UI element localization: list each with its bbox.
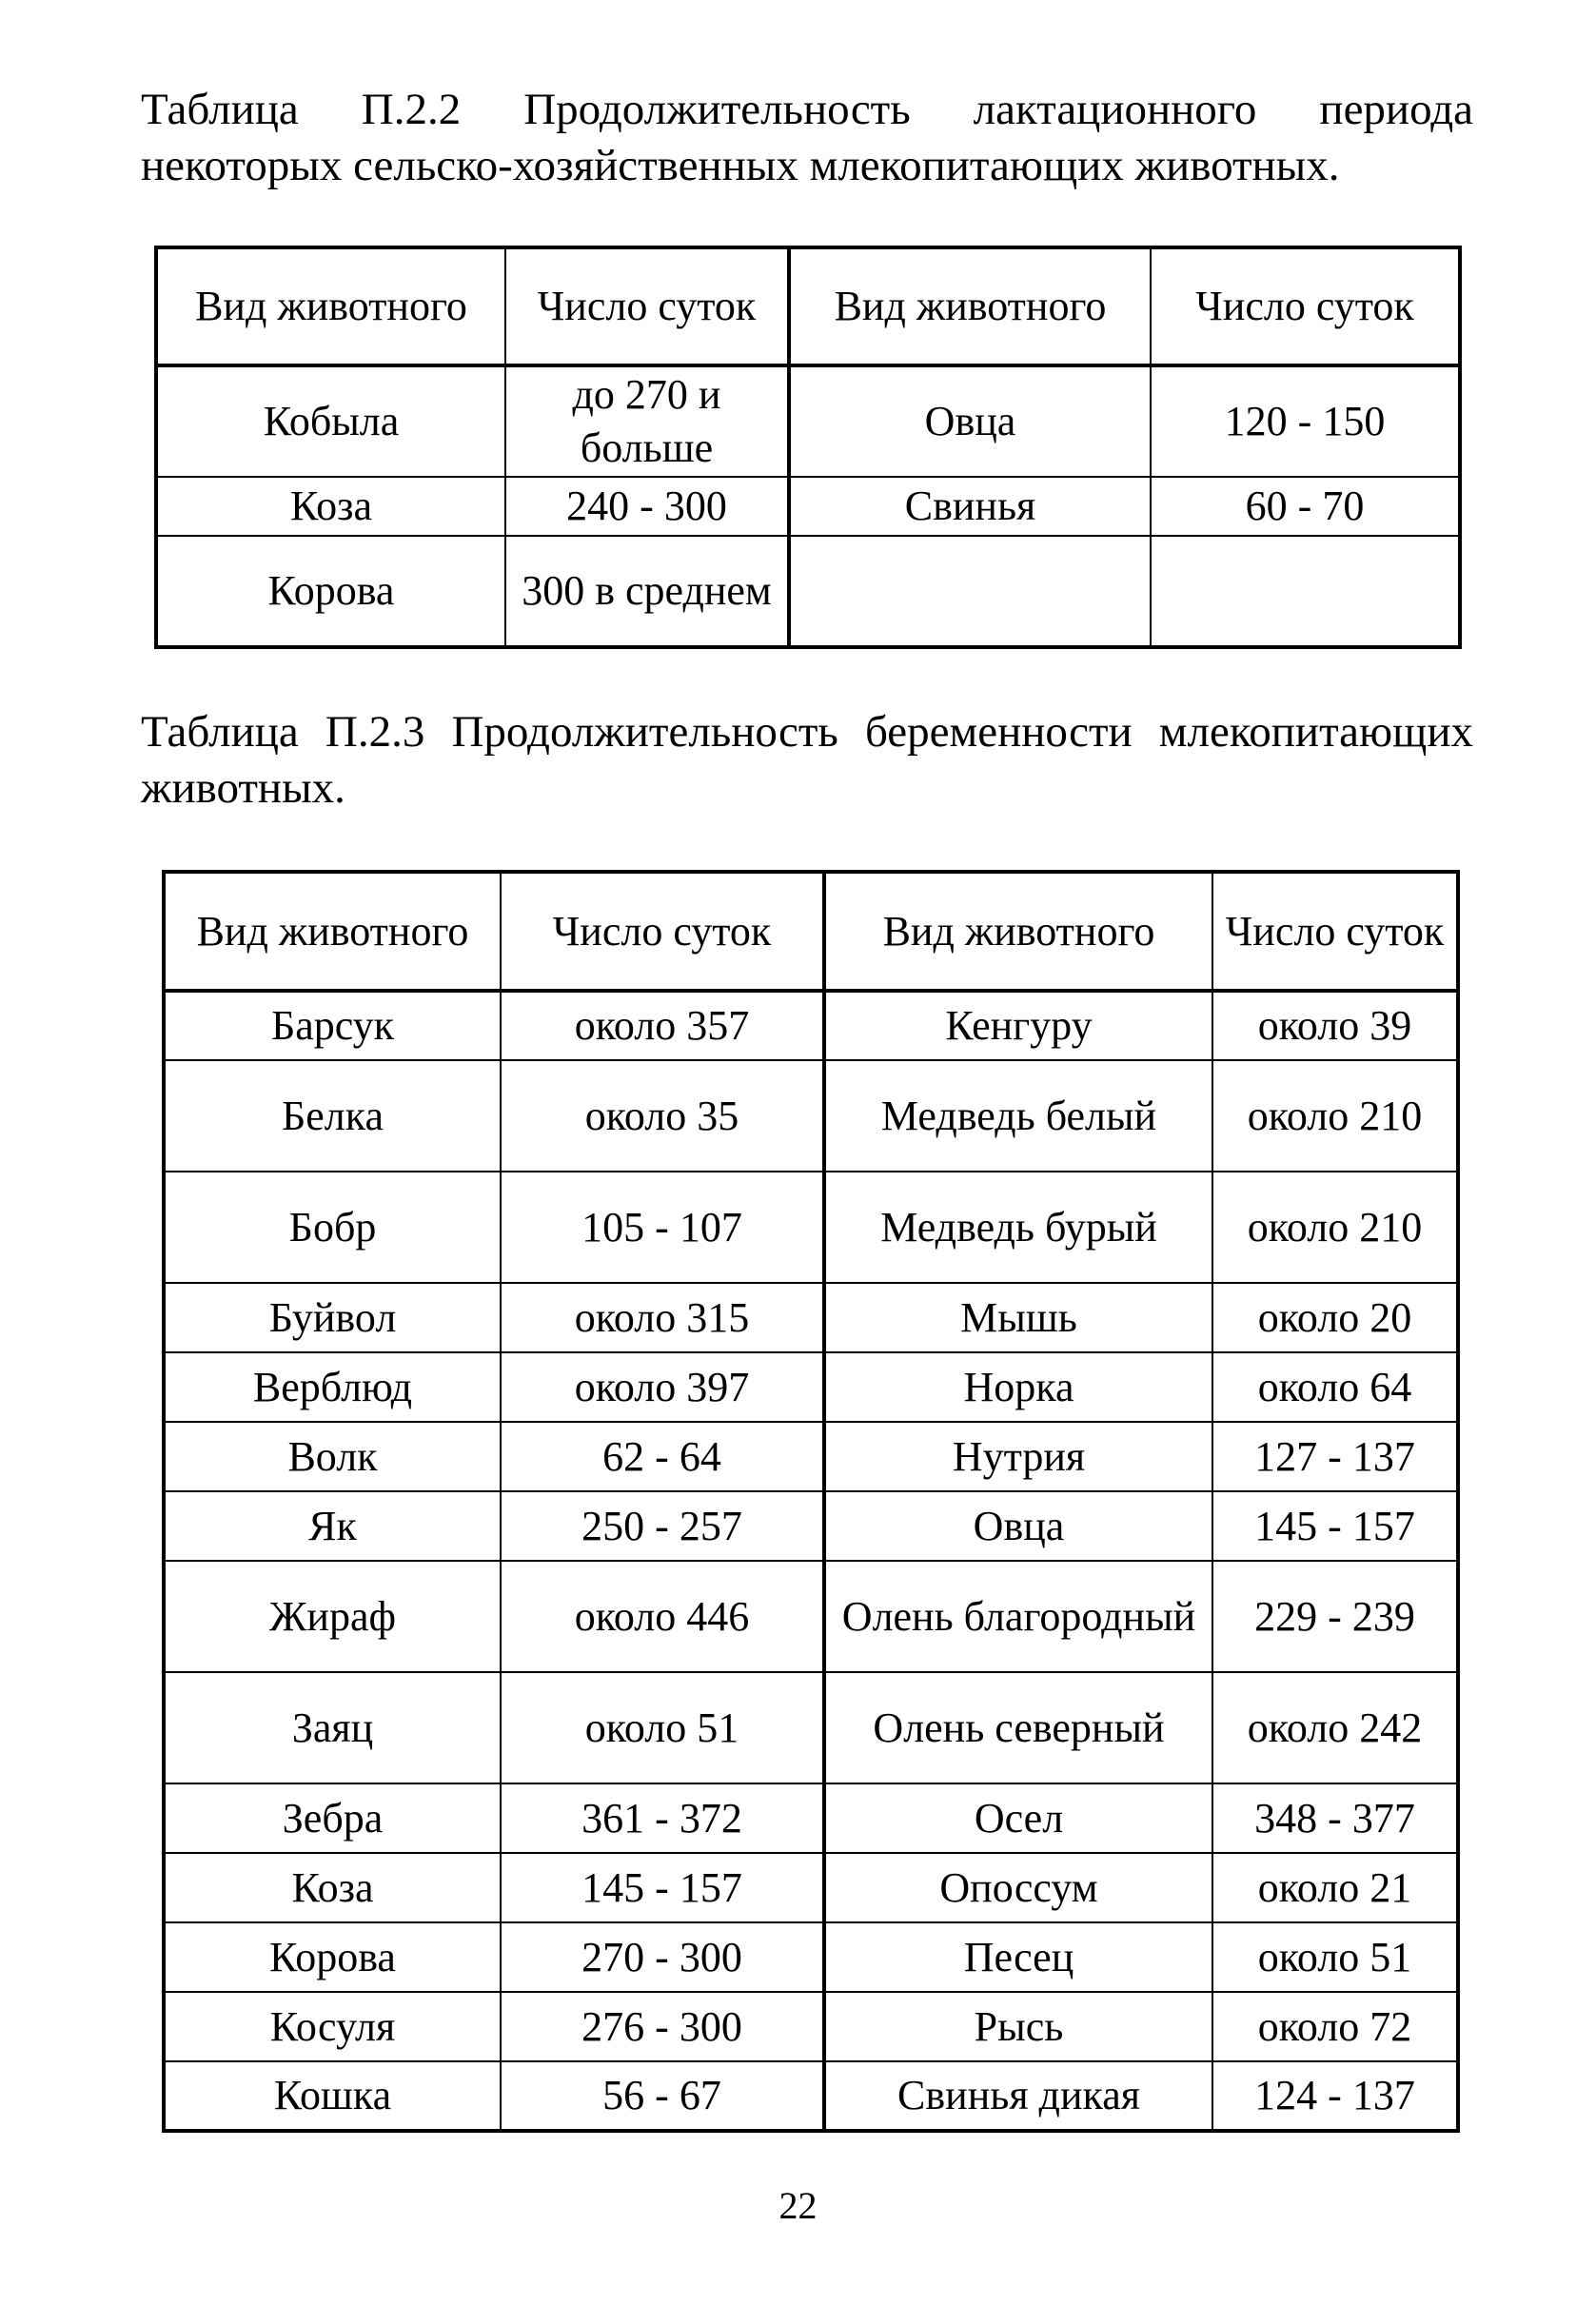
table-cell: 348 - 377 (1212, 1783, 1458, 1853)
table-cell: 270 - 300 (501, 1922, 824, 1992)
table-cell: 361 - 372 (501, 1783, 824, 1853)
table2-caption: Таблица П.2.3 Продолжительность беременности млекопитающих животных. (141, 707, 1473, 813)
pregnancy-table (162, 870, 1460, 2133)
page-number: 22 (778, 2184, 818, 2227)
table-cell: 56 - 67 (501, 2061, 824, 2131)
table-cell: 62 - 64 (501, 1422, 824, 1491)
table-cell: Коза (156, 477, 505, 536)
table-row (164, 1172, 1458, 1283)
table-cell: около 35 (501, 1060, 824, 1172)
table-cell: Волк (164, 1422, 501, 1491)
table-cell: около 21 (1212, 1853, 1458, 1922)
header-cell: Число суток (1212, 872, 1458, 991)
table-cell: Корова (164, 1922, 501, 1992)
table-cell: 124 - 137 (1212, 2061, 1458, 2131)
table-cell: Як (164, 1491, 501, 1561)
table-row (156, 365, 1460, 477)
table-row (164, 1992, 1458, 2061)
header-cell: Вид животного (156, 247, 505, 365)
table-row (164, 1491, 1458, 1561)
table-cell: 229 - 239 (1212, 1561, 1458, 1672)
table-cell: около 51 (1212, 1922, 1458, 1992)
table-cell: 300 в среднем (505, 536, 789, 647)
table-cell: около 315 (501, 1283, 824, 1352)
table-cell: Бобр (164, 1172, 501, 1283)
table-row (164, 2061, 1458, 2131)
table-cell: 105 - 107 (501, 1172, 824, 1283)
table-cell: Рысь (824, 1992, 1212, 2061)
table-cell: около 20 (1212, 1283, 1458, 1352)
table-cell: около 446 (501, 1561, 824, 1672)
table-cell: Овца (789, 365, 1151, 477)
table-cell: около 64 (1212, 1352, 1458, 1422)
table-cell: Корова (156, 536, 505, 647)
table-cell: Косуля (164, 1992, 501, 2061)
table-cell: 127 - 137 (1212, 1422, 1458, 1491)
table-cell (1151, 536, 1460, 647)
header-cell: Число суток (505, 247, 789, 365)
table-cell: Овца (824, 1491, 1212, 1561)
table-row (164, 1352, 1458, 1422)
table-cell: Кошка (164, 2061, 501, 2131)
table-cell: Белка (164, 1060, 501, 1172)
table-cell: Норка (824, 1352, 1212, 1422)
table-cell: Осел (824, 1783, 1212, 1853)
lactation-table (154, 246, 1462, 649)
table-cell: 145 - 157 (1212, 1491, 1458, 1561)
table-cell: 250 - 257 (501, 1491, 824, 1561)
table-cell: Зебра (164, 1783, 501, 1853)
table-cell: Кенгуру (824, 991, 1212, 1060)
header-cell: Вид животного (164, 872, 501, 991)
table-row (156, 477, 1460, 536)
table-cell (789, 536, 1151, 647)
table1-caption: Таблица П.2.2 Продолжительность лактационного периода некоторых сельско-хозяйственных млекопитающих животных. (141, 85, 1473, 190)
table-row (164, 1422, 1458, 1491)
table-row (164, 1060, 1458, 1172)
table-cell: около 39 (1212, 991, 1458, 1060)
table-cell: Верблюд (164, 1352, 501, 1422)
table-row (164, 1783, 1458, 1853)
table-row (164, 1853, 1458, 1922)
table-header-row (156, 247, 1460, 365)
table-cell: 120 - 150 (1151, 365, 1460, 477)
table-cell: 145 - 157 (501, 1853, 824, 1922)
table-cell: Барсук (164, 991, 501, 1060)
table-cell: Свинья дикая (824, 2061, 1212, 2131)
table-cell: около 242 (1212, 1672, 1458, 1783)
table-cell: около 397 (501, 1352, 824, 1422)
header-cell: Вид животного (789, 247, 1151, 365)
table-cell: около 210 (1212, 1060, 1458, 1172)
table-cell: около 357 (501, 991, 824, 1060)
table-cell: Медведь белый (824, 1060, 1212, 1172)
table-row (156, 536, 1460, 647)
table-cell: Мышь (824, 1283, 1212, 1352)
table-cell: Опоссум (824, 1853, 1212, 1922)
table-cell: Заяц (164, 1672, 501, 1783)
table-cell: около 51 (501, 1672, 824, 1783)
table-header-row (164, 872, 1458, 991)
table-row (164, 1922, 1458, 1992)
table-row (164, 1561, 1458, 1672)
table-cell: Олень северный (824, 1672, 1212, 1783)
table-cell: Кобыла (156, 365, 505, 477)
table-cell: Коза (164, 1853, 501, 1922)
table-row (164, 991, 1458, 1060)
table-cell: 60 - 70 (1151, 477, 1460, 536)
table-row (164, 1283, 1458, 1352)
table-cell: Олень благородный (824, 1561, 1212, 1672)
table-cell: до 270 и больше (505, 365, 789, 477)
table-cell: Жираф (164, 1561, 501, 1672)
table-cell: Медведь бурый (824, 1172, 1212, 1283)
table-cell: Свинья (789, 477, 1151, 536)
table-cell: 276 - 300 (501, 1992, 824, 2061)
table-cell: 240 - 300 (505, 477, 789, 536)
table-cell: около 210 (1212, 1172, 1458, 1283)
table-cell: Нутрия (824, 1422, 1212, 1491)
table-cell: Песец (824, 1922, 1212, 1992)
header-cell: Число суток (1151, 247, 1460, 365)
header-cell: Вид животного (824, 872, 1212, 991)
header-cell: Число суток (501, 872, 824, 991)
table-cell: Буйвол (164, 1283, 501, 1352)
table-row (164, 1672, 1458, 1783)
table-cell: около 72 (1212, 1992, 1458, 2061)
